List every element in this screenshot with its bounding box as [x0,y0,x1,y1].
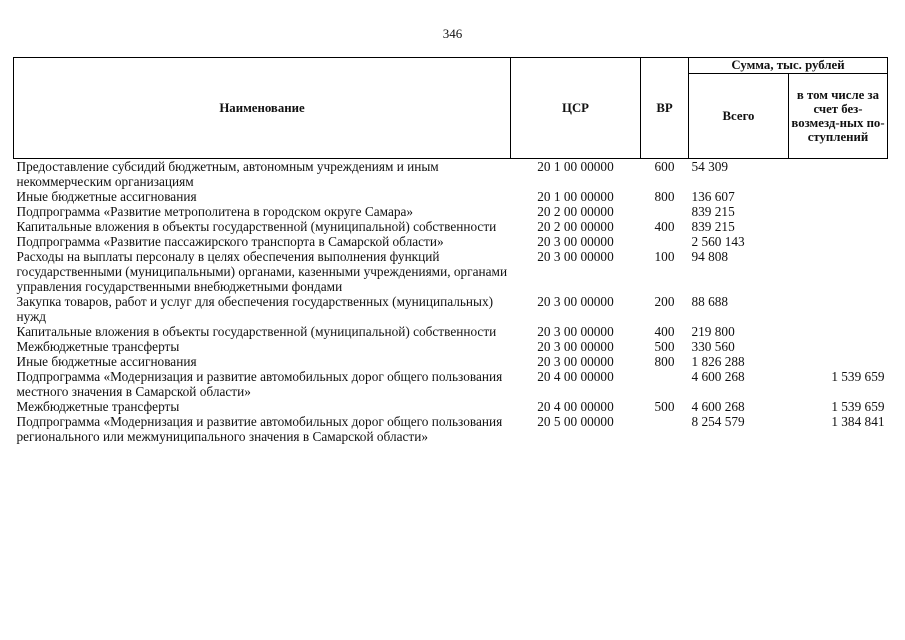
row-vr: 500 [654,339,675,354]
row-total: 1 826 288 [691,354,745,369]
row-csr: 20 1 00 00000 [537,189,614,204]
table-row [14,249,888,294]
row-name: Межбюджетные трансферты [16,339,180,354]
table-row [14,354,888,369]
header-name: Наименование [14,58,511,159]
row-csr: 20 3 00 00000 [537,234,614,249]
row-grant [789,324,888,339]
row-grant: 1 384 841 [831,414,885,429]
table-header [14,58,888,159]
row-grant [789,339,888,354]
row-grant [789,204,888,219]
table-row [14,369,888,399]
row-grant [789,159,888,190]
row-vr: 200 [654,294,675,309]
row-csr: 20 3 00 00000 [537,324,614,339]
row-vr: 400 [654,324,675,339]
row-grant: 1 539 659 [831,399,885,414]
header-total: Всего [689,74,789,159]
row-total: 54 309 [691,159,729,174]
table-row [14,219,888,234]
page-number: 346 [442,26,463,41]
row-total: 4 600 268 [691,369,745,384]
row-vr: 100 [654,249,675,264]
row-vr: 800 [654,189,675,204]
row-grant [789,234,888,249]
table-row [14,159,888,190]
row-grant: 1 539 659 [831,369,885,384]
row-vr: 600 [654,159,675,174]
row-vr [641,369,689,399]
table-row [14,399,888,414]
row-csr: 20 4 00 00000 [537,369,614,384]
row-name: Подпрограмма «Развитие метрополитена в городском округе Самара» [16,204,414,219]
row-vr: 400 [654,219,675,234]
row-total: 2 560 143 [691,234,745,249]
header-csr: ЦСР [511,58,641,159]
row-total: 839 215 [691,204,735,219]
row-name: Предоставление субсидий бюджетным, автономным учреждениям и иным некоммерческим организациям [16,159,439,189]
row-vr: 500 [654,399,675,414]
row-name: Закупка товаров, работ и услуг для обеспечения государственных (муниципальных) нужд [16,294,494,324]
table-row [14,339,888,354]
row-total: 219 800 [691,324,735,339]
row-csr: 20 4 00 00000 [537,399,614,414]
row-name: Подпрограмма «Модернизация и развитие автомобильных дорог общего пользования регионального или межмуниципального значения в Самарской области» [16,414,503,444]
row-grant [789,354,888,369]
row-csr: 20 2 00 00000 [537,219,614,234]
budget-table [13,57,888,444]
row-total: 4 600 268 [691,399,745,414]
row-csr: 20 3 00 00000 [537,354,614,369]
row-grant [789,219,888,234]
row-total: 88 688 [691,294,729,309]
row-csr: 20 3 00 00000 [537,339,614,354]
row-total: 330 560 [691,339,735,354]
row-csr: 20 5 00 00000 [537,414,614,429]
row-total: 8 254 579 [691,414,745,429]
row-name: Расходы на выплаты персоналу в целях обеспечения выполнения функций государственными (муниципальными) органами, казенными учреждениями, органами управления государственными внебюджетными фондами [16,249,508,294]
header-sum-group: Сумма, тыс. рублей [689,58,888,74]
row-vr: 800 [654,354,675,369]
table-row [14,189,888,204]
row-name: Подпрограмма «Развитие пассажирского транспорта в Самарской области» [16,234,444,249]
row-vr [641,414,689,444]
row-total: 839 215 [691,219,735,234]
table-row [14,234,888,249]
row-grant [789,249,888,294]
table-body [14,159,888,445]
row-csr: 20 3 00 00000 [537,249,614,264]
table-row [14,324,888,339]
row-csr: 20 1 00 00000 [537,159,614,174]
row-vr [641,234,689,249]
row-name: Иные бюджетные ассигнования [16,189,197,204]
row-total: 136 607 [691,189,735,204]
row-grant [789,189,888,204]
row-name: Межбюджетные трансферты [16,399,180,414]
row-vr [641,204,689,219]
row-name: Иные бюджетные ассигнования [16,354,197,369]
row-name: Капитальные вложения в объекты государственной (муниципальной) собственности [16,219,497,234]
table-row [14,204,888,219]
row-name: Капитальные вложения в объекты государственной (муниципальной) собственности [16,324,497,339]
row-csr: 20 2 00 00000 [537,204,614,219]
header-grant: в том числе за счет без-возмезд-ных по-ступлений [789,74,888,159]
row-csr: 20 3 00 00000 [537,294,614,309]
row-name: Подпрограмма «Модернизация и развитие автомобильных дорог общего пользования местного значения в Самарской области» [16,369,503,399]
header-vr: ВР [641,58,689,159]
row-grant [789,294,888,324]
table-row [14,414,888,444]
table-row [14,294,888,324]
row-total: 94 808 [691,249,729,264]
